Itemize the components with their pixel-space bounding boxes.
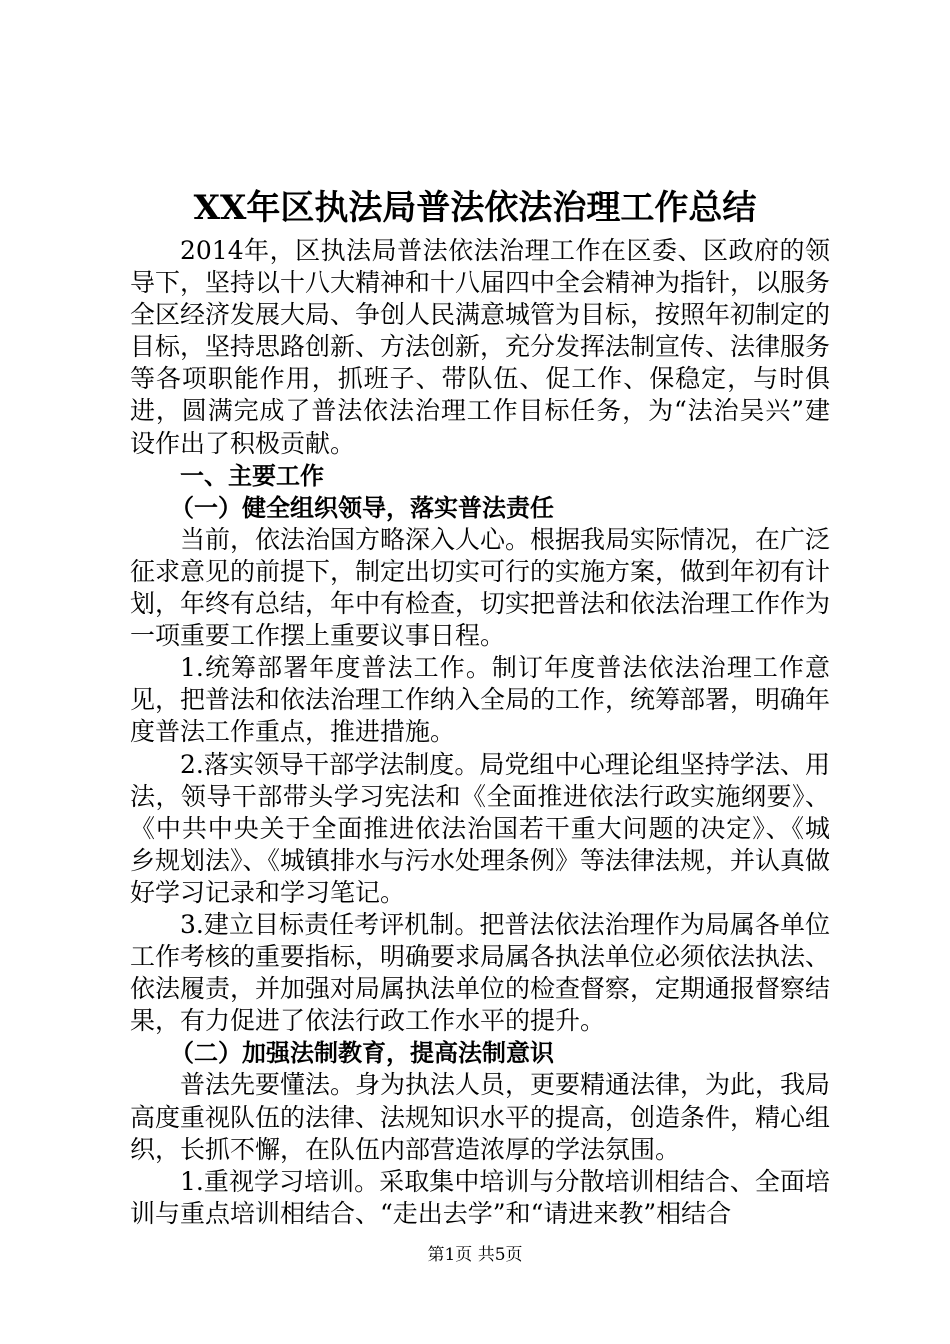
- document-body: [130, 235, 830, 1230]
- document-title: XX年区执法局普法依法治理工作总结: [193, 188, 757, 228]
- paragraph-2-intro: 普法先要懂法。身为执法人员，更要精通法律，为此，我局高度重视队伍的法律、法规知识水平的提高，创造条件，精心组织，长抓不懈，在队伍内部营造浓厚的学法氛围。: [130, 1070, 831, 1164]
- intro-paragraph: 2014年，区执法局普法依法治理工作在区委、区政府的领导下，坚持以十八大精神和十八届四中全会精神为指针，以服务全区经济发展大局、争创人民满意城管为目标，按照年初制定的目标，坚持思路创新、方法创新，充分发挥法制宣传、法律服务等各项职能作用，抓班子、带队伍、促工作、保稳定，与时俱进，圆满完成了普法依法治理工作目标任务，为“法治吴兴”建设作出了积极贡献。: [130, 236, 831, 458]
- paragraph-1-intro: 当前，依法治国方略深入人心。根据我局实际情况，在广泛征求意见的前提下，制定出切实可行的实施方案，做到年初有计划，年终有总结，年中有检查，切实把普法和依法治理工作作为一项重要工作摆上重要议事日程。: [130, 524, 831, 651]
- paragraph-1-item-2: 2.落实领导干部学法制度。局党组中心理论组坚持学法、用法，领导干部带头学习宪法和《全面推进依法行政实施纲要》、《中共中央关于全面推进依法治国若干重大问题的决定》、《城乡规划法》、《城镇排水与污水处理条例》等法律法规，并认真做好学习记录和学习笔记。: [130, 749, 831, 907]
- paragraph-2-item-1: 1.重视学习培训。采取集中培训与分散培训相结合、全面培训与重点培训相结合、“走出去学”和“请进来教”相结合: [130, 1166, 830, 1228]
- section-heading-main-work: 一、主要工作: [180, 461, 324, 490]
- subsection-heading-1: （一）健全组织领导，落实普法责任: [170, 493, 554, 522]
- paragraph-1-item-1: 1.统筹部署年度普法工作。制订年度普法依法治理工作意见，把普法和依法治理工作纳入全局的工作，统筹部署，明确年度普法工作重点，推进措施。: [130, 653, 831, 747]
- paragraph-1-item-3: 3.建立目标责任考评机制。把普法依法治理作为局属各单位工作考核的重要指标，明确要求局属各执法单位必须依法执法、依法履责，并加强对局属执法单位的检查督察，定期通报督察结果，有力促进了依法行政工作水平的提升。: [130, 909, 831, 1036]
- page-number-footer: 第1页 共5页: [427, 1245, 523, 1265]
- subsection-heading-2: （二）加强法制教育，提高法制意识: [170, 1039, 554, 1068]
